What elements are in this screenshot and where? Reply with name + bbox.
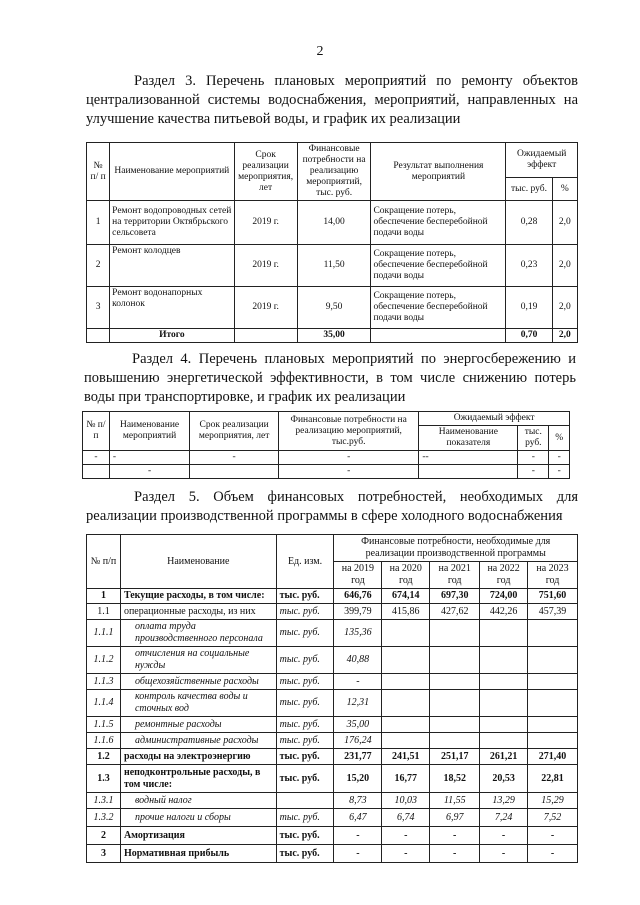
cell-value-2019: 12,31: [334, 690, 382, 717]
cell-rub: -: [518, 465, 549, 479]
section5-heading: [86, 488, 578, 526]
cell-value-2022: [480, 620, 528, 647]
cell-finance: 9,50: [297, 287, 371, 329]
cell-value-2021: [430, 733, 480, 749]
cell-value-2019: -: [334, 674, 382, 690]
header-year-2019: на 2019 год: [334, 562, 382, 589]
cell-value-2021: 18,52: [430, 765, 480, 793]
cell-num: 1.1.5: [87, 717, 121, 733]
cell-value-2022: 261,21: [480, 749, 528, 765]
cell-value-2019: 646,76: [334, 589, 382, 604]
cell-finance: 11,50: [297, 245, 371, 287]
table-row: [87, 827, 578, 845]
cell-value-2021: -: [430, 827, 480, 845]
cell-value-2020: 674,14: [382, 589, 430, 604]
cell-value-2021: [430, 674, 480, 690]
cell-name: -: [109, 451, 189, 465]
cell-value-2022: [480, 733, 528, 749]
cell-unit: тыс. руб.: [276, 809, 334, 827]
cell-num: 1: [87, 589, 121, 604]
table-row: [87, 845, 578, 863]
page-number: 2: [316, 44, 324, 59]
cell-value-2020: [382, 733, 430, 749]
table-row: [87, 749, 578, 765]
cell-unit: тыс. руб.: [276, 674, 334, 690]
cell-value-2022: 7,24: [480, 809, 528, 827]
section5-title: Раздел 5. Объем финансовых потребностей, необходимых для реализации производственной программы в сфере холодного водоснабжения: [86, 489, 578, 524]
cell-value-2019: -: [334, 845, 382, 863]
cell-value-2020: 241,51: [382, 749, 430, 765]
cell-num: 2: [87, 245, 110, 287]
header-pct: %: [549, 426, 570, 451]
cell-value-2021: [430, 717, 480, 733]
cell-name: Ремонт водопроводных сетей на территории Октябрьского сельсовета: [110, 201, 234, 245]
cell-value-2020: [382, 717, 430, 733]
table-row: [87, 733, 578, 749]
cell-name: Текущие расходы, в том числе:: [120, 589, 276, 604]
cell-unit: тыс. руб.: [276, 620, 334, 647]
cell-name: Амортизация: [120, 827, 276, 845]
cell-name: неподконтрольные расходы, в том числе:: [120, 765, 276, 793]
cell-result: Сокращение потерь, обеспечение бесперебойной подачи воды: [371, 201, 506, 245]
cell-value-2021: 11,55: [430, 793, 480, 809]
cell-value-2020: 10,03: [382, 793, 430, 809]
cell-value-2022: -: [480, 845, 528, 863]
cell-value-2021: [430, 620, 480, 647]
cell-value-2021: [430, 690, 480, 717]
cell-name: административные расходы: [120, 733, 276, 749]
header-effect-pct: %: [552, 178, 577, 201]
cell-value-2022: [480, 647, 528, 674]
cell-name: Ремонт водонапорных колонок: [110, 287, 234, 329]
cell-num: 1.1.4: [87, 690, 121, 717]
cell-value-2023: [528, 647, 578, 674]
header-rub: тыс. руб.: [518, 426, 549, 451]
table-row: [87, 604, 578, 620]
table-row: [87, 793, 578, 809]
cell-value-2021: 6,97: [430, 809, 480, 827]
cell-num: 3: [87, 287, 110, 329]
header-name: Наименование мероприятий: [110, 143, 234, 201]
table-row: [87, 245, 578, 287]
cell-result: Сокращение потерь, обеспечение бесперебойной подачи воды: [371, 287, 506, 329]
cell-value-2020: -: [382, 845, 430, 863]
section4-table: [82, 411, 570, 479]
header-num: № п/ п: [87, 143, 110, 201]
cell-value-2023: [528, 674, 578, 690]
section4-heading: [84, 350, 576, 407]
cell-pct: 2,0: [552, 287, 577, 329]
table-row: [87, 201, 578, 245]
cell-value-2023: 271,40: [528, 749, 578, 765]
cell-value-2022: 13,29: [480, 793, 528, 809]
header-term: Срок реализации мероприятия, лет: [234, 143, 297, 201]
cell-num: 1.2: [87, 749, 121, 765]
cell-name: ремонтные расходы: [120, 717, 276, 733]
cell-value-2023: -: [528, 845, 578, 863]
table-row: [87, 717, 578, 733]
header-year-2021: на 2021 год: [430, 562, 480, 589]
header-result: Результат выполнения мероприятий: [371, 143, 506, 201]
cell-value-2020: 415,86: [382, 604, 430, 620]
cell-unit: тыс. руб.: [276, 749, 334, 765]
header-year-2023: на 2023 год: [528, 562, 578, 589]
total-label: Итого: [110, 329, 234, 343]
cell-unit: тыс. руб.: [276, 717, 334, 733]
cell-num: 1.3.1: [87, 793, 121, 809]
cell-rub: -: [518, 451, 549, 465]
cell-rub: 0,19: [506, 287, 552, 329]
section3-title: Раздел 3. Перечень плановых мероприятий по ремонту объектов централизованной системы водоснабжения, мероприятий, направленных на улучшение качества питьевой воды, и график их реализации: [86, 73, 578, 127]
cell-indicator: --: [419, 451, 518, 465]
cell-value-2022: [480, 674, 528, 690]
header-effect-rub: тыс. руб.: [506, 178, 552, 201]
cell-name: общехозяйственные расходы: [120, 674, 276, 690]
cell-term: [190, 465, 279, 479]
cell-value-2020: [382, 690, 430, 717]
cell-value-2023: [528, 690, 578, 717]
cell-name: операционные расходы, из них: [120, 604, 276, 620]
table-row: [83, 465, 570, 479]
cell-name: отчисления на социальные нужды: [120, 647, 276, 674]
cell-value-2020: 6,74: [382, 809, 430, 827]
cell-unit: тыс. руб.: [276, 690, 334, 717]
cell-pct: 2,0: [552, 201, 577, 245]
cell-num: 1.1: [87, 604, 121, 620]
header-term: Срок реализации мероприятия, лет: [190, 412, 279, 451]
cell-value-2023: -: [528, 827, 578, 845]
total-pct: 2,0: [552, 329, 577, 343]
cell-num: 1.1.6: [87, 733, 121, 749]
cell-num: [83, 465, 110, 479]
header-name: Наименование: [120, 535, 276, 589]
cell-value-2023: [528, 717, 578, 733]
cell-unit: тыс. руб.: [276, 827, 334, 845]
cell-value-2022: 20,53: [480, 765, 528, 793]
header-num: № п/п: [83, 412, 110, 451]
table-row: [87, 647, 578, 674]
cell-value-2021: -: [430, 845, 480, 863]
header-effect: Ожидаемый эффект: [506, 143, 578, 178]
cell-finance: -: [279, 451, 419, 465]
cell-value-2019: 8,73: [334, 793, 382, 809]
cell-num: 1.3: [87, 765, 121, 793]
cell-finance: -: [279, 465, 419, 479]
cell-num: 1.3.2: [87, 809, 121, 827]
cell-value-2021: 697,30: [430, 589, 480, 604]
cell-value-2022: [480, 690, 528, 717]
section3-heading: [86, 72, 578, 129]
total-row: [87, 329, 578, 343]
cell-rub: 0,23: [506, 245, 552, 287]
cell-value-2020: [382, 620, 430, 647]
cell-value-2021: 427,62: [430, 604, 480, 620]
cell-value-2023: [528, 733, 578, 749]
cell-value-2023: 22,81: [528, 765, 578, 793]
cell-rub: 0,28: [506, 201, 552, 245]
section3-table: [86, 142, 578, 343]
cell-value-2022: -: [480, 827, 528, 845]
cell-num: 1.1.1: [87, 620, 121, 647]
cell-value-2021: [430, 647, 480, 674]
cell-value-2019: 6,47: [334, 809, 382, 827]
table-row: [87, 674, 578, 690]
table-row: [87, 809, 578, 827]
cell-value-2019: 399,79: [334, 604, 382, 620]
cell-value-2020: 16,77: [382, 765, 430, 793]
cell-value-2019: 15,20: [334, 765, 382, 793]
cell-name: Ремонт колодцев: [110, 245, 234, 287]
table-row: [87, 690, 578, 717]
cell-value-2019: -: [334, 827, 382, 845]
header-indicator: Наименование показателя: [419, 426, 518, 451]
cell-value-2020: [382, 674, 430, 690]
header-name: Наименование мероприятий: [109, 412, 189, 451]
cell-name: оплата труда производственного персонала: [120, 620, 276, 647]
cell-num: 1.1.2: [87, 647, 121, 674]
cell-term: 2019 г.: [234, 245, 297, 287]
cell-value-2019: 231,77: [334, 749, 382, 765]
cell-finance: 14,00: [297, 201, 371, 245]
cell-name: расходы на электроэнергию: [120, 749, 276, 765]
cell-value-2020: -: [382, 827, 430, 845]
cell-value-2023: 457,39: [528, 604, 578, 620]
cell-num: 3: [87, 845, 121, 863]
cell-unit: тыс. руб.: [276, 765, 334, 793]
table-row: [83, 451, 570, 465]
table-row: [87, 620, 578, 647]
cell-pct: -: [549, 451, 570, 465]
cell-num: 1: [87, 201, 110, 245]
cell-value-2022: [480, 717, 528, 733]
cell-name: -: [109, 465, 189, 479]
header-finance: Финансовые потребности на реализацию мероприятий, тыс. руб.: [297, 143, 371, 201]
header-effect: Ожидаемый эффект: [419, 412, 570, 426]
section5-table: [86, 534, 578, 863]
cell-value-2019: 40,88: [334, 647, 382, 674]
cell-value-2023: 7,52: [528, 809, 578, 827]
cell-unit: тыс. руб.: [276, 647, 334, 674]
cell-name: контроль качества воды и сточных вод: [120, 690, 276, 717]
table-row: [87, 765, 578, 793]
cell-num: -: [83, 451, 110, 465]
table-row: [87, 287, 578, 329]
header-year-2020: на 2020 год: [382, 562, 430, 589]
cell-name: Нормативная прибыль: [120, 845, 276, 863]
cell-unit: [276, 793, 334, 809]
cell-value-2019: 176,24: [334, 733, 382, 749]
header-unit: Ед. изм.: [276, 535, 334, 589]
cell-name: прочие налоги и сборы: [120, 809, 276, 827]
cell-indicator: [419, 465, 518, 479]
cell-num: 2: [87, 827, 121, 845]
cell-num: 1.1.3: [87, 674, 121, 690]
cell-unit: тыс. руб.: [276, 733, 334, 749]
header-num: № п/п: [87, 535, 121, 589]
header-finance: Финансовые потребности на реализацию мероприятий, тыс.руб.: [279, 412, 419, 451]
cell-term: -: [190, 451, 279, 465]
cell-value-2019: 35,00: [334, 717, 382, 733]
total-finance: 35,00: [297, 329, 371, 343]
cell-value-2021: 251,17: [430, 749, 480, 765]
cell-term: 2019 г.: [234, 201, 297, 245]
cell-unit: тыс. руб.: [276, 589, 334, 604]
cell-value-2019: 135,36: [334, 620, 382, 647]
cell-value-2023: 751,60: [528, 589, 578, 604]
cell-pct: 2,0: [552, 245, 577, 287]
cell-unit: тыс. руб.: [276, 604, 334, 620]
cell-value-2022: 724,00: [480, 589, 528, 604]
cell-value-2023: [528, 620, 578, 647]
cell-unit: тыс. руб.: [276, 845, 334, 863]
section4-title: Раздел 4. Перечень плановых мероприятий по энергосбережению и повышению энергетической эффективности, в том числе снижению потерь воды при транспортировке, и график их реализации: [84, 351, 576, 405]
cell-result: Сокращение потерь, обеспечение бесперебойной подачи воды: [371, 245, 506, 287]
cell-value-2022: 442,26: [480, 604, 528, 620]
cell-pct: -: [549, 465, 570, 479]
cell-value-2020: [382, 647, 430, 674]
cell-term: 2019 г.: [234, 287, 297, 329]
header-year-2022: на 2022 год: [480, 562, 528, 589]
table-row: [87, 589, 578, 604]
cell-name: водный налог: [120, 793, 276, 809]
cell-value-2023: 15,29: [528, 793, 578, 809]
total-rub: 0,70: [506, 329, 552, 343]
header-finance: Финансовые потребности, необходимые для реализации производственной программы: [334, 535, 578, 562]
